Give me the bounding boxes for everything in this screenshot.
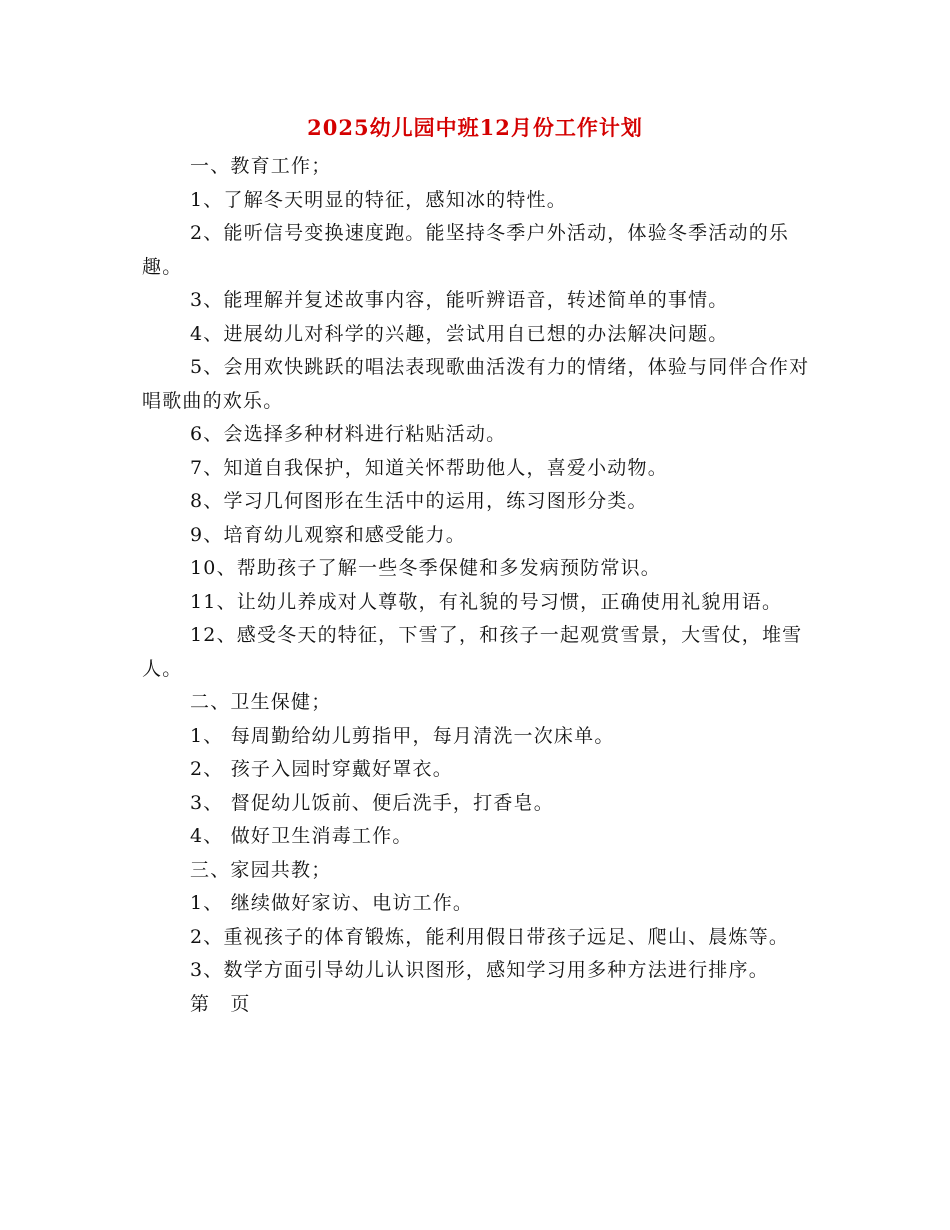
section-heading-hygiene: 二、卫生保健；: [190, 691, 332, 713]
paragraph: 1、了解冬天明显的特征，感知冰的特性。: [190, 188, 567, 211]
paragraph: 1、 继续做好家访、电访工作。: [190, 892, 474, 914]
paragraph: 3、 督促幼儿饭前、便后洗手，打香皂。: [190, 791, 554, 814]
document-body: [142, 150, 822, 1021]
paragraph: 3、数学方面引导幼儿认识图形，感知学习用多种方法进行排序。: [190, 959, 769, 981]
paragraph: 12、感受冬天的特征，下雪了，和孩子一起观赏雪景，大雪仗，堆雪人。: [142, 624, 803, 680]
paragraph: 11、让幼儿养成对人尊敬，有礼貌的号习惯，正确使用礼貌用语。: [190, 590, 783, 613]
paragraph: 2、重视孩子的体育锻炼，能利用假日带孩子远足、爬山、晨炼等。: [190, 925, 790, 948]
page-number-footer: 第 页: [190, 992, 251, 1015]
paragraph: 8、学习几何图形在生活中的运用，练习图形分类。: [190, 490, 648, 512]
paragraph: 2、 孩子入园时穿戴好罩衣。: [190, 758, 453, 780]
paragraph: 7、知道自我保护，知道关怀帮助他人，喜爱小动物。: [190, 456, 668, 479]
paragraph: 1、 每周勤给幼儿剪指甲，每月清洗一次床单。: [190, 724, 615, 747]
paragraph: 4、进展幼儿对科学的兴趣，尝试用自已想的办法解决问题。: [190, 322, 729, 345]
paragraph: 2、能听信号变换速度跑。能坚持冬季户外活动，体验冬季活动的乐趣。: [142, 222, 790, 278]
document-title: 2025幼儿园中班12月份工作计划: [307, 115, 643, 140]
paragraph: 10、帮助孩子了解一些冬季保健和多发病预防常识。: [190, 557, 661, 579]
section-heading-education: 一、教育工作；: [190, 155, 332, 177]
paragraph: 6、会选择多种材料进行粘贴活动。: [190, 423, 507, 445]
section-heading-home-school: 三、家园共教；: [190, 858, 332, 881]
paragraph: 5、会用欢快跳跃的唱法表现歌曲活泼有力的情绪，体验与同伴合作对唱歌曲的欢乐。: [142, 356, 810, 412]
paragraph: 9、培育幼儿观察和感受能力。: [190, 523, 466, 546]
paragraph: 3、能理解并复述故事内容，能听辨语音，转述简单的事情。: [190, 289, 729, 311]
paragraph: 4、 做好卫生消毒工作。: [190, 825, 413, 847]
